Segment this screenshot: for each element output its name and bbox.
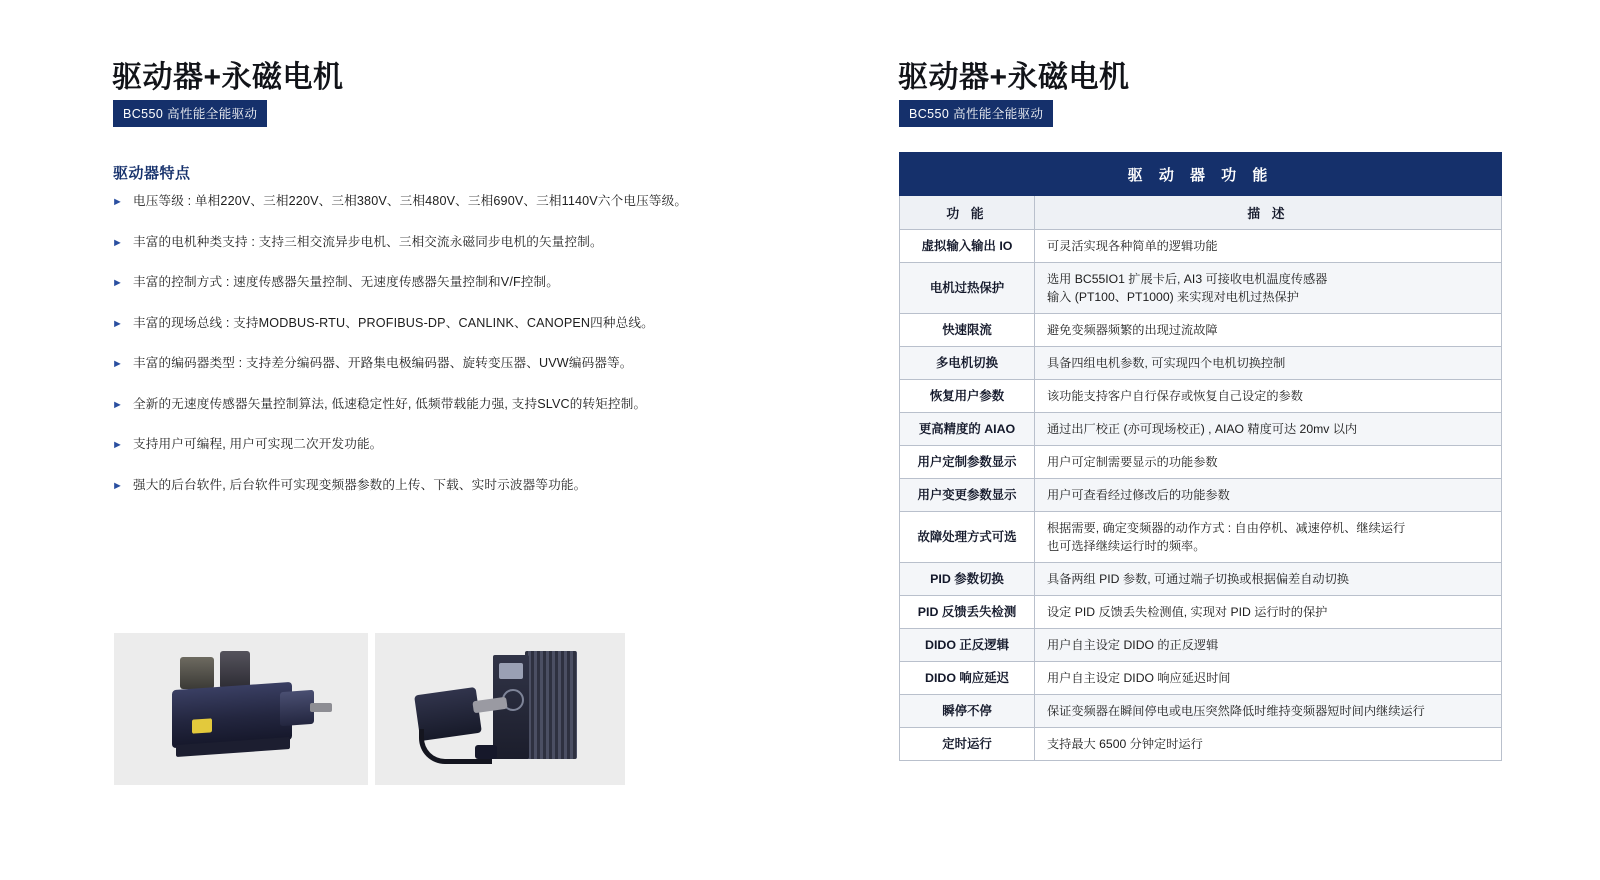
table-row (900, 413, 1502, 446)
table-header-row (900, 196, 1502, 230)
cell-description (1035, 413, 1502, 446)
section-heading-features: 驱动器特点 (113, 165, 191, 182)
cell-function: PID 反馈丢失检测 (900, 596, 1035, 629)
drive-functions-table (899, 152, 1502, 761)
desc-line: 具备两组 PID 参数, 可通过端子切换或根据偏差自动切换 (1047, 572, 1349, 586)
feature-list (112, 193, 752, 517)
feature-text: 全新的无速度传感器矢量控制算法, 低速稳定性好, 低频带载能力强, 支持SLVC的转矩控制。 (133, 396, 647, 411)
desc-line: 用户自主设定 DIDO 的正反逻辑 (1047, 638, 1219, 652)
product-badge-left: BC550 高性能全能驱动 (113, 100, 267, 127)
cell-function: 定时运行 (900, 728, 1035, 761)
cell-description (1035, 728, 1502, 761)
cell-description (1035, 662, 1502, 695)
table-row (900, 695, 1502, 728)
feature-text: 丰富的现场总线 : 支持MODBUS-RTU、PROFIBUS-DP、CANLINK、CANOPEN四种总线。 (133, 315, 654, 330)
cell-description (1035, 446, 1502, 479)
table-row (900, 728, 1502, 761)
right-page-panel (800, 0, 1600, 880)
permanent-magnet-motor-photo (114, 633, 368, 785)
page-title-right: 驱动器+永磁电机 (898, 61, 1130, 94)
cell-description (1035, 347, 1502, 380)
cell-description (1035, 479, 1502, 512)
triangle-right-icon: ► (112, 439, 123, 451)
table-title: 驱 动 器 功 能 (900, 153, 1502, 196)
desc-line: 设定 PID 反馈丢失检测值, 实现对 PID 运行时的保护 (1047, 605, 1328, 619)
desc-line: 避免变频器频繁的出现过流故障 (1047, 323, 1218, 337)
cell-function: PID 参数切换 (900, 563, 1035, 596)
motor-shaft (310, 703, 332, 712)
feature-text: 强大的后台软件, 后台软件可实现变频器参数的上传、下载、实时示波器等功能。 (133, 477, 587, 492)
desc-line: 该功能支持客户自行保存或恢复自己设定的参数 (1047, 389, 1303, 403)
desc-line: 输入 (PT100、PT1000) 来实现对电机过热保护 (1047, 290, 1299, 304)
list-item (112, 477, 752, 493)
cell-function: 更高精度的 AIAO (900, 413, 1035, 446)
cell-function: 快速限流 (900, 314, 1035, 347)
feature-text: 丰富的控制方式 : 速度传感器矢量控制、无速度传感器矢量控制和V/F控制。 (133, 275, 560, 289)
triangle-right-icon: ► (112, 317, 123, 330)
desc-line: 用户可定制需要显示的功能参数 (1047, 455, 1218, 469)
triangle-right-icon: ► (112, 236, 123, 249)
cell-function: DIDO 响应延迟 (900, 662, 1035, 695)
cell-description (1035, 314, 1502, 347)
desc-line: 保证变频器在瞬间停电或电压突然降低时维持变频器短时间内继续运行 (1047, 704, 1425, 718)
column-header-function: 功 能 (900, 196, 1035, 230)
desc-line: 根据需要, 确定变频器的动作方式 : 自由停机、减速停机、继续运行 (1047, 521, 1406, 535)
desc-line: 具备四组电机参数, 可实现四个电机切换控制 (1047, 356, 1286, 370)
cell-description (1035, 512, 1502, 563)
desc-line: 选用 BC55IO1 扩展卡后, AI3 可接收电机温度传感器 (1047, 272, 1328, 286)
cell-description (1035, 695, 1502, 728)
desc-line: 通过出厂校正 (亦可现场校正) , AIAO 精度可达 20mv 以内 (1047, 422, 1358, 436)
triangle-right-icon: ► (112, 277, 123, 289)
cell-function: 虚拟输入输出 IO (900, 230, 1035, 263)
table-row (900, 230, 1502, 263)
page-title-left: 驱动器+永磁电机 (112, 61, 344, 94)
drive-display (499, 663, 523, 679)
list-item (112, 315, 752, 331)
table-row (900, 314, 1502, 347)
cable-connector (475, 745, 497, 759)
table-row (900, 380, 1502, 413)
triangle-right-icon: ► (112, 196, 123, 208)
desc-line: 也可选择继续运行时的频率。 (1047, 539, 1206, 553)
table-row (900, 662, 1502, 695)
cell-description (1035, 380, 1502, 413)
drive-heatsink (525, 651, 577, 759)
feature-text: 电压等级 : 单相220V、三相220V、三相380V、三相480V、三相690V、三相1140V六个电压等级。 (133, 194, 688, 208)
desc-line: 用户可查看经过修改后的功能参数 (1047, 488, 1230, 502)
motor-nameplate (192, 718, 212, 733)
list-item (112, 396, 752, 412)
drive-and-motor-photo (375, 633, 625, 785)
column-header-description: 描 述 (1035, 196, 1502, 230)
motor-terminal-box (180, 657, 214, 689)
triangle-right-icon: ► (112, 398, 123, 411)
table-row (900, 347, 1502, 380)
desc-line: 支持最大 6500 分钟定时运行 (1047, 737, 1203, 751)
motor-encoder-box (220, 651, 250, 689)
cell-description (1035, 629, 1502, 662)
cell-function: 电机过热保护 (900, 263, 1035, 314)
cell-function: 故障处理方式可选 (900, 512, 1035, 563)
table-row (900, 263, 1502, 314)
cell-function: 多电机切换 (900, 347, 1035, 380)
desc-line: 用户自主设定 DIDO 响应延迟时间 (1047, 671, 1231, 685)
cell-function: 用户变更参数显示 (900, 479, 1035, 512)
table-title-row (900, 153, 1502, 196)
feature-text: 丰富的电机种类支持 : 支持三相交流异步电机、三相交流永磁同步电机的矢量控制。 (133, 234, 603, 249)
table-row (900, 629, 1502, 662)
cell-function: 用户定制参数显示 (900, 446, 1035, 479)
feature-text: 丰富的编码器类型 : 支持差分编码器、开路集电极编码器、旋转变压器、UVW编码器等。 (133, 356, 633, 370)
cell-function: 恢复用户参数 (900, 380, 1035, 413)
list-item (112, 274, 752, 290)
table-row (900, 512, 1502, 563)
table-row (900, 479, 1502, 512)
desc-line: 可灵活实现各种简单的逻辑功能 (1047, 239, 1218, 253)
product-badge-right: BC550 高性能全能驱动 (899, 100, 1053, 127)
list-item (112, 355, 752, 371)
table-row (900, 446, 1502, 479)
list-item (112, 193, 752, 209)
cell-description (1035, 563, 1502, 596)
cell-function: DIDO 正反逻辑 (900, 629, 1035, 662)
table-row (900, 563, 1502, 596)
cell-description (1035, 230, 1502, 263)
drive-functions-table-wrapper (899, 152, 1501, 761)
list-item (112, 234, 752, 250)
cell-function: 瞬停不停 (900, 695, 1035, 728)
triangle-right-icon: ► (112, 358, 123, 370)
feature-text: 支持用户可编程, 用户可实现二次开发功能。 (133, 437, 383, 451)
table-row (900, 596, 1502, 629)
motor-front-flange (280, 690, 314, 726)
triangle-right-icon: ► (112, 479, 123, 492)
cell-description (1035, 596, 1502, 629)
list-item (112, 436, 752, 452)
cell-description (1035, 263, 1502, 314)
